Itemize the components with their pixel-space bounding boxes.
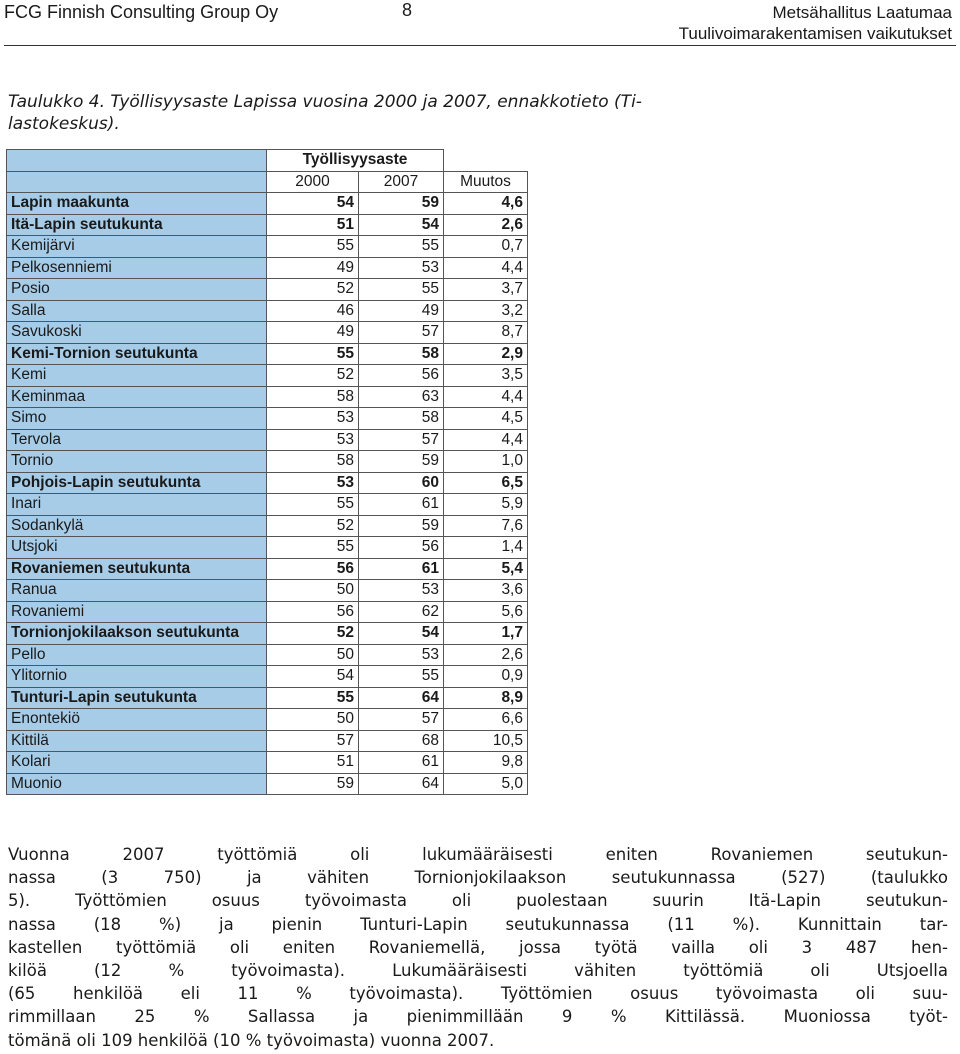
value-2007-cell: 62 <box>359 601 444 623</box>
paragraph-line: 5). Työttömien osuus työvoimasta oli puolestaan suurin Itä-Lapin seutukun- <box>8 891 948 911</box>
value-2000-cell: 55 <box>267 236 359 258</box>
value-2000-cell: 56 <box>267 558 359 580</box>
value-2007-cell: 59 <box>359 193 444 215</box>
table-row <box>7 494 528 516</box>
value-2000-cell: 57 <box>267 730 359 752</box>
value-2007-cell: 54 <box>359 214 444 236</box>
value-2007-cell: 57 <box>359 709 444 731</box>
row-name-cell: Lapin maakunta <box>7 193 267 215</box>
row-name-cell: Pello <box>7 644 267 666</box>
value-2000-cell: 49 <box>267 322 359 344</box>
header-project <box>679 2 952 44</box>
table-row <box>7 472 528 494</box>
table-row <box>7 322 528 344</box>
change-cell: 4,4 <box>444 386 528 408</box>
row-name-cell: Sodankylä <box>7 515 267 537</box>
value-2000-cell: 52 <box>267 279 359 301</box>
table-group-header-row <box>7 150 528 172</box>
table-row <box>7 214 528 236</box>
change-cell: 0,7 <box>444 236 528 258</box>
change-cell: 8,7 <box>444 322 528 344</box>
value-2007-cell: 58 <box>359 408 444 430</box>
value-2007-cell: 54 <box>359 623 444 645</box>
row-name-cell: Rovaniemen seutukunta <box>7 558 267 580</box>
row-name-cell: Salla <box>7 300 267 322</box>
value-2000-cell: 46 <box>267 300 359 322</box>
change-cell: 1,7 <box>444 623 528 645</box>
table-header-empty-cell <box>444 150 528 172</box>
row-name-cell: Enontekiö <box>7 709 267 731</box>
table-row <box>7 730 528 752</box>
change-cell: 1,0 <box>444 451 528 473</box>
change-cell: 10,5 <box>444 730 528 752</box>
header-client: Metsähallitus Laatumaa <box>772 3 952 22</box>
value-2000-cell: 59 <box>267 773 359 795</box>
value-2000-cell: 53 <box>267 408 359 430</box>
change-cell: 5,4 <box>444 558 528 580</box>
value-2007-cell: 55 <box>359 666 444 688</box>
change-cell: 0,9 <box>444 666 528 688</box>
table-row <box>7 193 528 215</box>
row-name-cell: Itä-Lapin seutukunta <box>7 214 267 236</box>
row-name-cell: Kemijärvi <box>7 236 267 258</box>
row-name-cell: Kemi-Tornion seutukunta <box>7 343 267 365</box>
table-row <box>7 236 528 258</box>
change-cell: 4,4 <box>444 257 528 279</box>
paragraph-line: Vuonna 2007 työttömiä oli lukumääräisesti eniten Rovaniemen seutukun- <box>8 845 948 864</box>
value-2007-cell: 56 <box>359 365 444 387</box>
value-2000-cell: 55 <box>267 537 359 559</box>
page-number: 8 <box>402 0 413 20</box>
row-name-cell: Posio <box>7 279 267 301</box>
value-2000-cell: 52 <box>267 365 359 387</box>
row-name-cell: Ylitornio <box>7 666 267 688</box>
row-name-cell: Tornionjokilaakson seutukunta <box>7 623 267 645</box>
table-row <box>7 709 528 731</box>
value-2000-cell: 54 <box>267 193 359 215</box>
change-cell: 5,6 <box>444 601 528 623</box>
change-cell: 3,2 <box>444 300 528 322</box>
table-row <box>7 666 528 688</box>
row-name-cell: Kittilä <box>7 730 267 752</box>
column-header-2007: 2007 <box>359 171 444 193</box>
row-name-cell: Pelkosenniemi <box>7 257 267 279</box>
row-name-cell: Rovaniemi <box>7 601 267 623</box>
value-2000-cell: 52 <box>267 515 359 537</box>
table-row <box>7 408 528 430</box>
value-2000-cell: 56 <box>267 601 359 623</box>
table-row <box>7 644 528 666</box>
value-2007-cell: 53 <box>359 580 444 602</box>
change-cell: 3,6 <box>444 580 528 602</box>
table-row <box>7 300 528 322</box>
value-2007-cell: 59 <box>359 451 444 473</box>
change-cell: 5,9 <box>444 494 528 516</box>
table-row <box>7 558 528 580</box>
header-divider <box>4 45 956 46</box>
change-cell: 8,9 <box>444 687 528 709</box>
value-2007-cell: 55 <box>359 236 444 258</box>
table-row <box>7 537 528 559</box>
value-2007-cell: 49 <box>359 300 444 322</box>
value-2000-cell: 49 <box>267 257 359 279</box>
value-2000-cell: 50 <box>267 580 359 602</box>
row-name-cell: Tervola <box>7 429 267 451</box>
value-2007-cell: 55 <box>359 279 444 301</box>
row-name-cell: Muonio <box>7 773 267 795</box>
change-cell: 4,6 <box>444 193 528 215</box>
change-cell: 4,5 <box>444 408 528 430</box>
row-name-cell: Simo <box>7 408 267 430</box>
value-2000-cell: 58 <box>267 451 359 473</box>
value-2007-cell: 64 <box>359 687 444 709</box>
change-cell: 2,6 <box>444 644 528 666</box>
value-2000-cell: 51 <box>267 214 359 236</box>
table-corner-cell <box>7 150 267 172</box>
row-name-cell: Kemi <box>7 365 267 387</box>
table-row <box>7 580 528 602</box>
change-cell: 1,4 <box>444 537 528 559</box>
value-2000-cell: 51 <box>267 752 359 774</box>
value-2000-cell: 53 <box>267 472 359 494</box>
value-2000-cell: 53 <box>267 429 359 451</box>
value-2000-cell: 54 <box>267 666 359 688</box>
column-header-2000: 2000 <box>267 171 359 193</box>
value-2007-cell: 56 <box>359 537 444 559</box>
value-2007-cell: 64 <box>359 773 444 795</box>
caption-line: lastokeskus). <box>8 114 120 134</box>
row-name-cell: Tunturi-Lapin seutukunta <box>7 687 267 709</box>
table-row <box>7 257 528 279</box>
table-row <box>7 623 528 645</box>
table-row <box>7 451 528 473</box>
change-cell: 9,8 <box>444 752 528 774</box>
value-2000-cell: 50 <box>267 709 359 731</box>
value-2000-cell: 52 <box>267 623 359 645</box>
paragraph-line: rimmillaan 25 % Sallassa ja pienimmillään 9 % Kittilässä. Muoniossa työt- <box>8 1007 948 1027</box>
row-name-cell: Keminmaa <box>7 386 267 408</box>
table-caption <box>8 91 948 135</box>
value-2007-cell: 53 <box>359 644 444 666</box>
value-2000-cell: 50 <box>267 644 359 666</box>
change-cell: 2,6 <box>444 214 528 236</box>
value-2000-cell: 55 <box>267 494 359 516</box>
paragraph-line: kastellen työttömiä oli eniten Rovaniemellä, jossa työtä vailla oli 3 487 hen- <box>8 937 948 957</box>
column-header-change: Muutos <box>444 171 528 193</box>
change-cell: 4,4 <box>444 429 528 451</box>
change-cell: 2,9 <box>444 343 528 365</box>
table-column-header-row <box>7 171 528 193</box>
group-header-employment-rate: Työllisyysaste <box>267 150 444 172</box>
change-cell: 3,5 <box>444 365 528 387</box>
row-name-cell: Pohjois-Lapin seutukunta <box>7 472 267 494</box>
value-2007-cell: 53 <box>359 257 444 279</box>
value-2007-cell: 61 <box>359 558 444 580</box>
header-company: FCG Finnish Consulting Group Oy <box>4 2 279 22</box>
value-2000-cell: 55 <box>267 343 359 365</box>
table-row <box>7 687 528 709</box>
table-row <box>7 752 528 774</box>
row-name-cell: Ranua <box>7 580 267 602</box>
change-cell: 6,6 <box>444 709 528 731</box>
change-cell: 3,7 <box>444 279 528 301</box>
table-row <box>7 343 528 365</box>
value-2007-cell: 57 <box>359 322 444 344</box>
paragraph-line: tömänä oli 109 henkilöä (10 % työvoimasta) vuonna 2007. <box>8 1030 495 1050</box>
value-2007-cell: 63 <box>359 386 444 408</box>
employment-rate-table <box>6 149 528 795</box>
table-row <box>7 429 528 451</box>
row-name-cell: Tornio <box>7 451 267 473</box>
paragraph-line: kilöä (12 % työvoimasta). Lukumääräisesti vähiten työttömiä oli Utsjoella <box>8 961 948 981</box>
value-2007-cell: 60 <box>359 472 444 494</box>
page-header <box>0 0 960 46</box>
value-2000-cell: 58 <box>267 386 359 408</box>
table-corner-cell <box>7 171 267 193</box>
row-name-cell: Kolari <box>7 752 267 774</box>
value-2007-cell: 59 <box>359 515 444 537</box>
row-name-cell: Inari <box>7 494 267 516</box>
value-2007-cell: 57 <box>359 429 444 451</box>
paragraph-line: nassa (18 %) ja pienin Tunturi-Lapin seutukunnassa (11 %). Kunnittain tar- <box>8 914 948 934</box>
paragraph-line: nassa (3 750) ja vähiten Tornionjokilaakson seutukunnassa (527) (taulukko <box>8 868 948 888</box>
value-2007-cell: 68 <box>359 730 444 752</box>
table-row <box>7 515 528 537</box>
table-row <box>7 773 528 795</box>
change-cell: 5,0 <box>444 773 528 795</box>
change-cell: 6,5 <box>444 472 528 494</box>
table-row <box>7 601 528 623</box>
caption-line: Taulukko 4. Työllisyysaste Lapissa vuosina 2000 ja 2007, ennakkotieto (Ti- <box>8 92 642 112</box>
value-2007-cell: 61 <box>359 752 444 774</box>
change-cell: 7,6 <box>444 515 528 537</box>
table-row <box>7 365 528 387</box>
table-row <box>7 386 528 408</box>
value-2000-cell: 55 <box>267 687 359 709</box>
header-report-title: Tuulivoimarakentamisen vaikutukset <box>678 24 952 43</box>
table-row <box>7 279 528 301</box>
body-paragraph <box>8 843 948 1052</box>
value-2007-cell: 58 <box>359 343 444 365</box>
paragraph-line: (65 henkilöä eli 11 % työvoimasta). Työttömien osuus työvoimasta oli suu- <box>8 984 948 1004</box>
value-2007-cell: 61 <box>359 494 444 516</box>
row-name-cell: Utsjoki <box>7 537 267 559</box>
row-name-cell: Savukoski <box>7 322 267 344</box>
